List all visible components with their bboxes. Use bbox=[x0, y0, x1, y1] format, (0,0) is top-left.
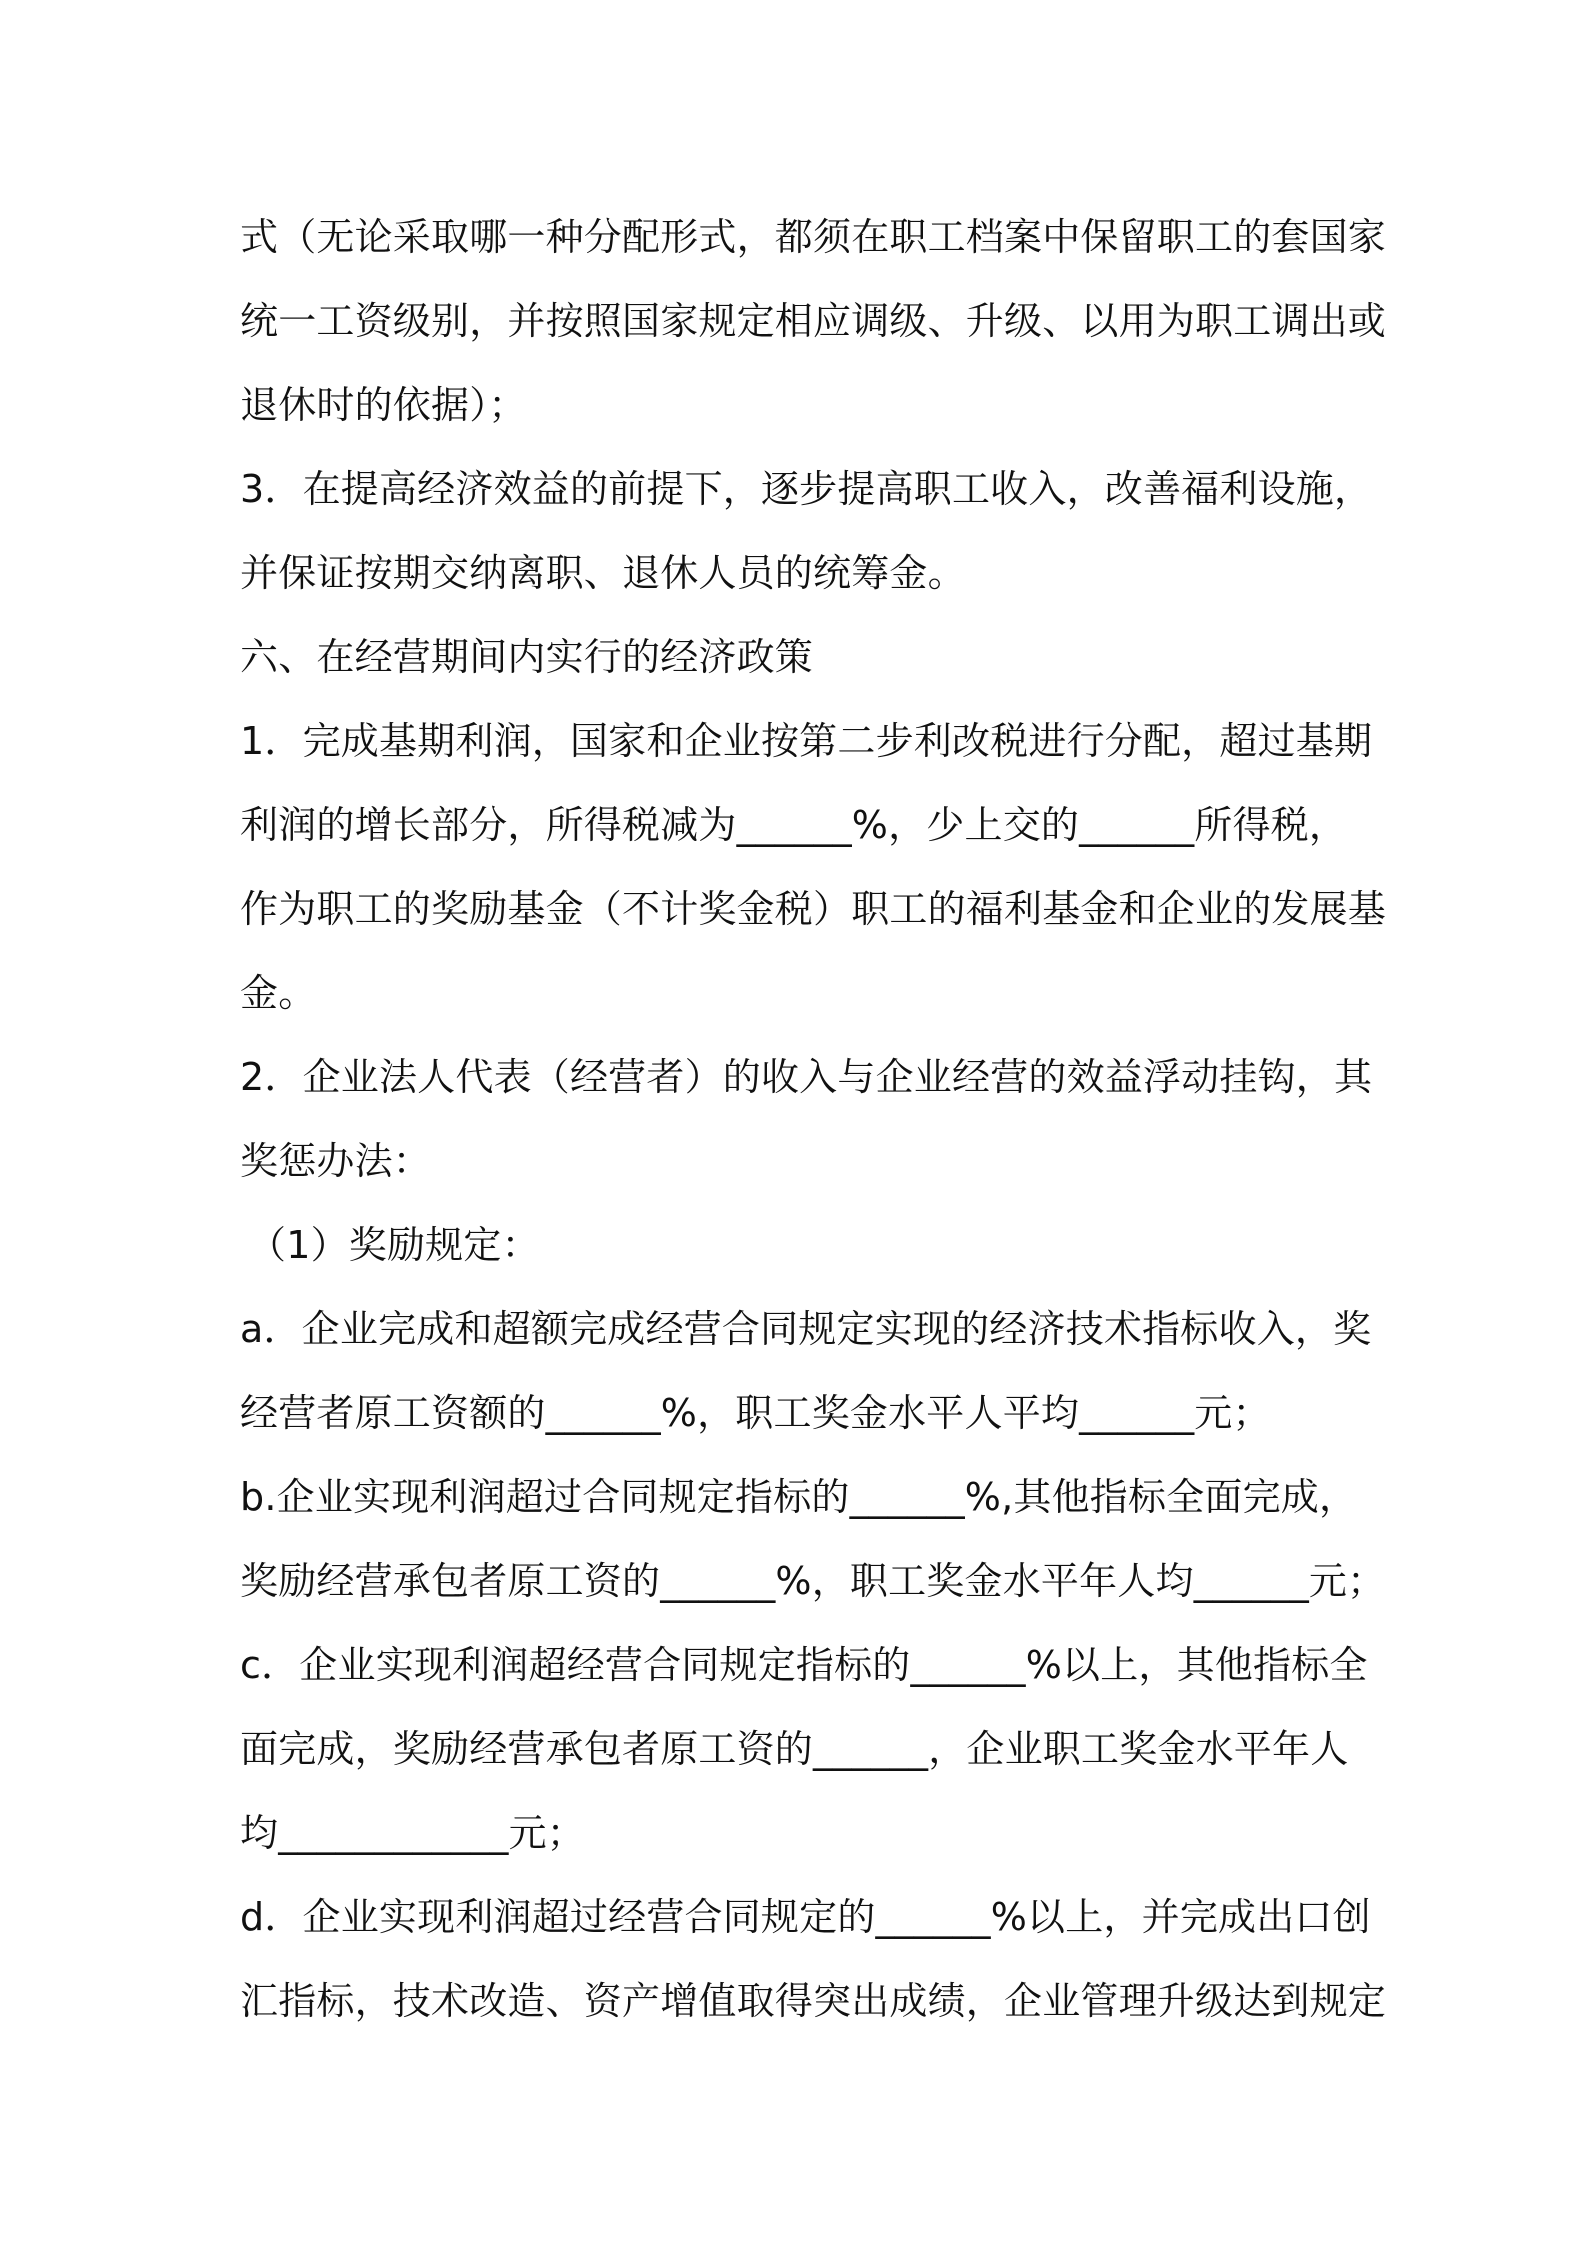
text-line: 3．在提高经济效益的前提下，逐步提高职工收入，改善福利设施， bbox=[240, 467, 1373, 511]
text-line: 作为职工的奖励基金（不计奖金税）职工的福利基金和企业的发展基 bbox=[240, 887, 1387, 931]
text-line: c．企业实现利润超经营合同规定指标的______%以上，其他指标全 bbox=[240, 1643, 1368, 1687]
text-line: 2．企业法人代表（经营者）的收入与企业经营的效益浮动挂钩，其 bbox=[240, 1055, 1373, 1099]
text-line: b.企业实现利润超过合同规定指标的______%,其他指标全面完成， bbox=[240, 1475, 1358, 1519]
subsection-heading: （1）奖励规定： bbox=[248, 1223, 540, 1267]
text-line: 面完成，奖励经营承包者原工资的______，企业职工奖金水平年人 bbox=[240, 1727, 1349, 1771]
text-line: d．企业实现利润超过经营合同规定的______%以上，并完成出口创 bbox=[240, 1895, 1371, 1939]
text-line: 奖励经营承包者原工资的______%，职工奖金水平年人均______元； bbox=[240, 1559, 1386, 1603]
text-line: 汇指标，技术改造、资产增值取得突出成绩，企业管理升级达到规定 bbox=[240, 1979, 1387, 2023]
text-line: 统一工资级别，并按照国家规定相应调级、升级、以用为职工调出或 bbox=[240, 299, 1387, 343]
section-heading: 六、在经营期间内实行的经济政策 bbox=[240, 635, 814, 679]
document-body bbox=[240, 195, 1387, 2043]
text-line: 并保证按期交纳离职、退休人员的统筹金。 bbox=[240, 551, 966, 595]
text-line: 式（无论采取哪一种分配形式，都须在职工档案中保留职工的套国家 bbox=[240, 215, 1387, 259]
text-line: 利润的增长部分，所得税减为______%，少上交的______所得税， bbox=[240, 803, 1348, 847]
text-line: 经营者原工资额的______%，职工奖金水平人平均______元； bbox=[240, 1391, 1271, 1435]
text-line: 1．完成基期利润，国家和企业按第二步利改税进行分配，超过基期 bbox=[240, 719, 1373, 763]
text-line: 均____________元； bbox=[240, 1811, 586, 1855]
text-line: 金。 bbox=[240, 971, 317, 1015]
text-line: 退休时的依据）； bbox=[240, 383, 527, 427]
text-line: 奖惩办法： bbox=[240, 1139, 432, 1183]
text-line: a．企业完成和超额完成经营合同规定实现的经济技术指标收入，奖 bbox=[240, 1307, 1372, 1351]
